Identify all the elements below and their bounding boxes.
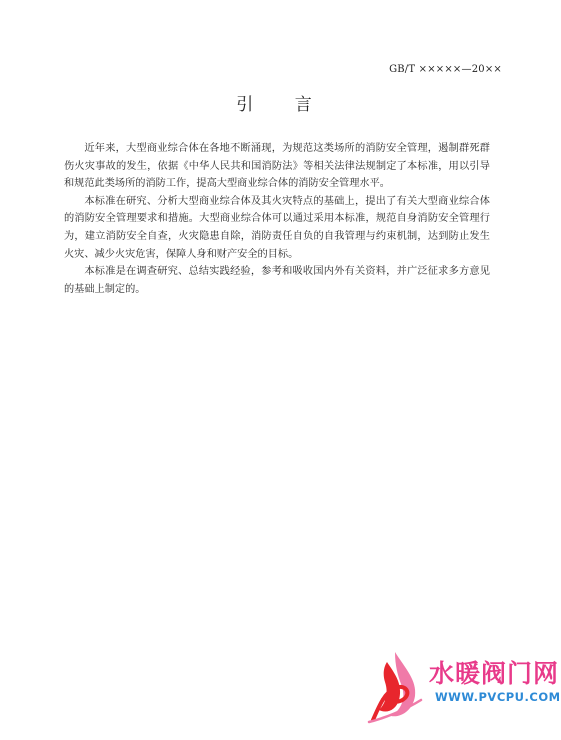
pv-logo-icon [365, 648, 425, 726]
page-title: 引 言 [236, 95, 330, 115]
document-body [64, 140, 490, 298]
watermark-url: WWW.PVCPU.COM [435, 690, 561, 704]
paragraph: 本标准在研究、分析大型商业综合体及其火灾特点的基础上，提出了有关大型商业综合体的消防安全管理要求和措施。大型商业综合体可以通过采用本标准，规范自身消防安全管理行为，建立消防安全自查，火灾隐患自除，消防责任自负的自我管理与约束机制，达到防止发生火灾、减少火灾危害，保障人身和财产安全的目标。 [64, 195, 490, 260]
paragraph: 近年来，大型商业综合体在各地不断涌现，为规范这类场所的消防安全管理，遏制群死群伤火灾事故的发生，依据《中华人民共和国消防法》等相关法律法规制定了本标准，用以引导和规范此类场所的消防工作，提高大型商业综合体的消防安全管理水平。 [64, 143, 490, 190]
watermark-site-name: 水暖阀门网 [429, 659, 560, 688]
site-watermark [365, 640, 561, 732]
standard-code: GB/T ×××××—20×× [389, 64, 502, 75]
paragraph: 本标准是在调查研究、总结实践经验，参考和吸收国内外有关资料，并广泛征求多方意见的基础上制定的。 [64, 266, 490, 295]
